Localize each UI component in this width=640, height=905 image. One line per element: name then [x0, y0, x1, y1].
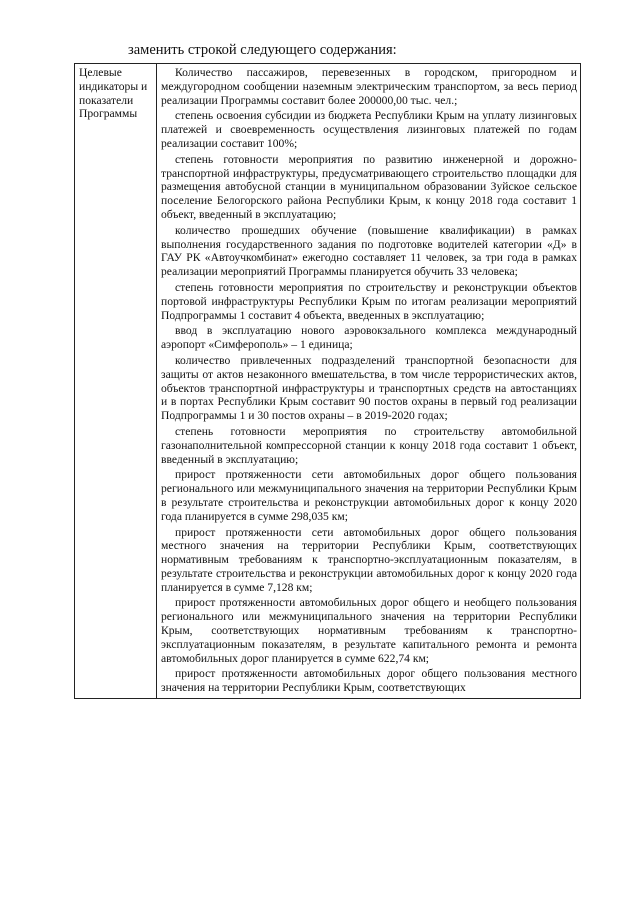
paragraph-9: прирост протяженности сети автомобильных дорог общего пользования регионального или межмуниципального значения на территории Республики Крым в результате строительства и реконструкции автомобильных дорог к концу 2020 года планируется в сумме 298,035 км;	[161, 468, 577, 523]
paragraph-8: степень готовности мероприятия по строительству автомобильной газонаполнительной компрессорной станции к концу 2018 года составит 1 объект, введенный в эксплуатацию;	[161, 424, 577, 466]
paragraph-11: прирост протяженности автомобильных дорог общего и необщего пользования регионального или межмуниципального значения на территории Республики Крым, соответствующих нормативным требованиям к транспортно-эксплуатационным показателям, в результате капитального ремонта и ремонта автомобильных дорог планируется в сумме 622,74 км;	[161, 596, 577, 665]
paragraph-7: количество привлеченных подразделений транспортной безопасности для защиты от актов незаконного вмешательства, в том числе террористических актов, объектов транспортной инфраструктуры и транспортных средств на автостанциях и в портах Республики Крым составит 90 постов охраны в первый год реализации Подпрограммы 1 и 30 постов охраны – в 2019-2020 годах;	[161, 353, 577, 423]
row-label: Целевые индикаторы и показатели Программы	[75, 64, 157, 699]
paragraph-4: количество прошедших обучение (повышение квалификации) в рамках выполнения государственного задания по подготовке водителей категории «Д» в ГАУ РК «Автоучкомбинат» ежегодно составляет 11 человек, за три года в рамках реализации мероприятий Программы планируется обучить 33 человека;	[161, 223, 577, 279]
paragraph-10: прирост протяженности сети автомобильных дорог общего пользования местного значения на территории Республики Крым, соответствующих нормативным требованиям к транспортно-эксплуатационным показателям, в результате строительства и реконструкции автомобильных дорог к концу 2020 года планируется в сумме 7,128 км;	[161, 525, 577, 594]
intro-line: заменить строкой следующего содержания:	[128, 42, 397, 58]
paragraph-1: Количество пассажиров, перевезенных в городском, пригородном и междугородном сообщении наземным электрическим транспортом, за весь период реализации Программы составит более 200000,00 тыс. чел.;	[161, 66, 577, 107]
paragraph-12: прирост протяженности автомобильных дорог общего пользования местного значения на территории Республики Крым, соответствующих	[161, 667, 577, 695]
row-content	[157, 64, 581, 699]
paragraph-6: ввод в эксплуатацию нового аэровокзального комплекса международный аэропорт «Симферополь» – 1 единица;	[161, 324, 577, 352]
paragraph-3: степень готовности мероприятия по развитию инженерной и дорожно-транспортной инфраструктуры, предусматривающего строительство площадки для размещения автобусной станции в муниципальном образовании Зуйское сельское поселение Белогорского района Республики Крым, к концу 2018 года составит 1 объект, введенный в эксплуатацию;	[161, 152, 577, 221]
paragraph-2: степень освоения субсидии из бюджета Республики Крым на уплату лизинговых платежей и своевременность осуществления лизинговых платежей по годам реализации составит 100%;	[161, 109, 577, 150]
paragraph-5: степень готовности мероприятия по строительству и реконструкции объектов портовой инфраструктуры Республики Крым по итогам реализации мероприятий Подпрограммы 1 составит 4 объекта, введенных в эксплуатацию;	[161, 280, 577, 322]
indicators-table	[74, 63, 581, 699]
table-row	[75, 64, 581, 699]
